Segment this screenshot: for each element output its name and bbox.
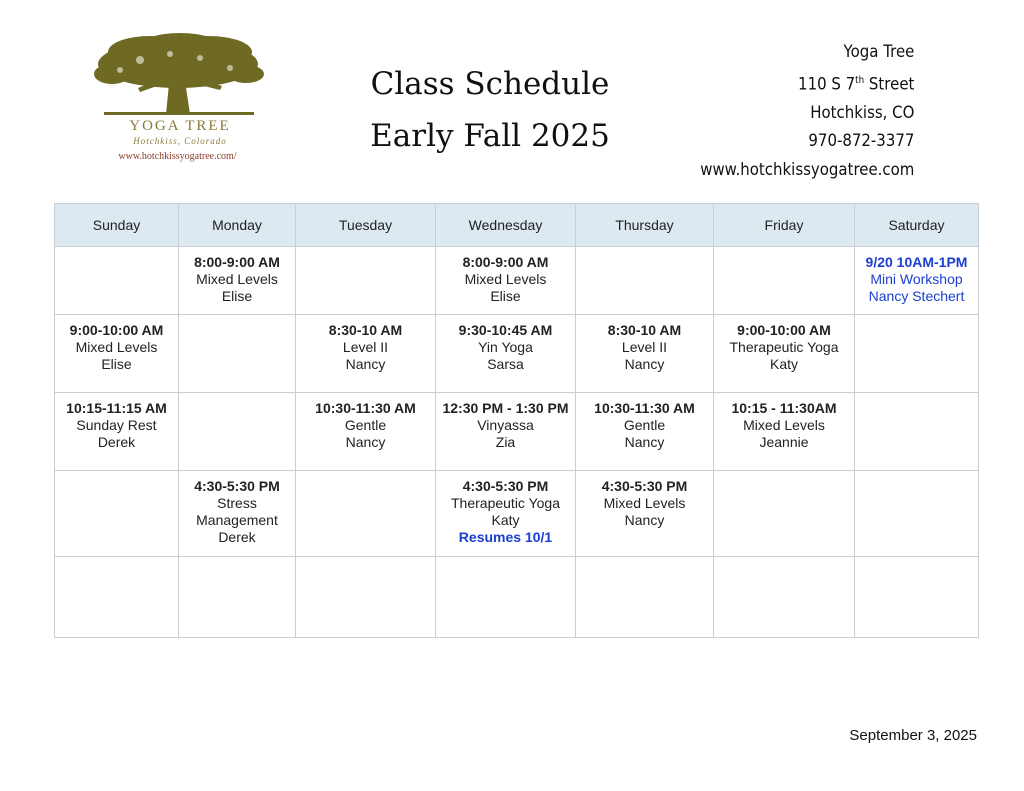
schedule-cell	[714, 471, 855, 557]
day-header-saturday: Saturday	[855, 204, 979, 247]
schedule-cell	[55, 393, 179, 471]
class-note: Resumes 10/1	[458, 529, 553, 545]
schedule-cell	[436, 393, 576, 471]
class-name: Level II	[342, 339, 389, 355]
class-teacher: Derek	[97, 434, 136, 450]
street-address: 110 S 7th Street	[797, 74, 914, 95]
class-name: Mini Workshop	[870, 271, 963, 287]
class-teacher: Nancy	[624, 512, 665, 528]
schedule-cell	[179, 315, 296, 393]
class-teacher: Jeannie	[759, 434, 809, 450]
schedule-cell	[855, 315, 979, 393]
yoga-tree-logo	[90, 30, 270, 170]
schedule-row	[55, 557, 979, 638]
schedule-cell	[55, 557, 179, 638]
schedule-cell	[714, 557, 855, 638]
schedule-row	[55, 393, 979, 471]
schedule-cell	[855, 557, 979, 638]
footer-date: September 3, 2025	[849, 727, 977, 744]
tree-icon	[90, 30, 270, 120]
class-name: Gentle	[623, 417, 666, 433]
class-name: Vinyassa	[477, 417, 534, 433]
phone: 970-872-3377	[808, 131, 914, 152]
schedule-cell	[714, 247, 855, 315]
schedule-cell	[296, 557, 436, 638]
class-time: 10:15-11:15 AM	[66, 400, 167, 416]
class-time: 8:00-9:00 AM	[194, 254, 280, 270]
day-header-friday: Friday	[714, 204, 855, 247]
class-time: 9/20 10AM-1PM	[865, 254, 968, 270]
schedule-cell	[436, 315, 576, 393]
class-name: Therapeutic Yoga	[451, 495, 560, 511]
day-header-monday: Monday	[179, 204, 296, 247]
class-time: 8:00-9:00 AM	[462, 254, 549, 270]
website: www.hotchkissyogatree.com	[699, 159, 914, 180]
class-name: Mixed Levels	[464, 271, 547, 287]
title-line-2: Early Fall 2025	[370, 118, 610, 154]
title-line-1: Class Schedule	[370, 66, 610, 102]
logo-url: www.hotchkissyogatree.com/	[118, 151, 237, 162]
class-teacher: Nancy	[345, 356, 386, 372]
schedule-cell	[296, 393, 436, 471]
schedule-cell	[714, 393, 855, 471]
day-header-tuesday: Tuesday	[296, 204, 436, 247]
class-time: 10:15 - 11:30AM	[731, 400, 837, 416]
class-time: 10:30-11:30 AM	[594, 400, 695, 416]
class-teacher: Nancy	[345, 434, 386, 450]
class-teacher: Nancy	[624, 356, 665, 372]
schedule-table	[54, 203, 979, 638]
class-teacher: Zia	[495, 434, 516, 450]
class-time: 9:30-10:45 AM	[458, 322, 553, 338]
class-name: Yin Yoga	[478, 339, 533, 355]
day-header-sunday: Sunday	[55, 204, 179, 247]
logo-name: YOGA TREE	[129, 118, 231, 134]
schedule-cell	[296, 471, 436, 557]
class-name: Mixed Levels	[75, 339, 158, 355]
schedule-row	[55, 471, 979, 557]
class-name: Management	[196, 512, 278, 528]
schedule-cell	[179, 557, 296, 638]
schedule-cell	[179, 247, 296, 315]
day-header-wednesday: Wednesday	[436, 204, 576, 247]
class-teacher: Elise	[101, 356, 132, 372]
schedule-cell	[436, 471, 576, 557]
class-name: Mixed Levels	[743, 417, 825, 433]
schedule-cell	[436, 557, 576, 638]
schedule-cell	[576, 557, 714, 638]
class-name: Therapeutic Yoga	[729, 339, 839, 355]
class-teacher: Elise	[221, 288, 253, 304]
class-name: Mixed Levels	[603, 495, 686, 511]
schedule-cell	[55, 471, 179, 557]
schedule-cell	[436, 247, 576, 315]
class-time: 9:00-10:00 AM	[737, 322, 831, 338]
schedule-cell	[296, 315, 436, 393]
class-time: 8:30-10 AM	[328, 322, 403, 338]
class-time: 4:30-5:30 PM	[194, 478, 280, 494]
class-name: Stress	[217, 495, 257, 511]
class-teacher: Nancy Stechert	[868, 288, 965, 304]
studio-name: Yoga Tree	[843, 42, 914, 62]
studio-address	[700, 38, 914, 184]
class-teacher: Elise	[490, 288, 521, 304]
schedule-cell	[576, 471, 714, 557]
class-teacher: Katy	[491, 512, 520, 528]
schedule-cell	[179, 471, 296, 557]
logo-location: Hotchkiss, Colorado	[133, 136, 227, 146]
class-teacher: Nancy	[624, 434, 665, 450]
day-header-row	[55, 204, 979, 247]
class-name: Level II	[621, 339, 668, 355]
schedule-cell	[179, 393, 296, 471]
schedule-cell	[55, 247, 179, 315]
class-teacher: Sarsa	[487, 356, 524, 372]
schedule-cell	[296, 247, 436, 315]
day-header-thursday: Thursday	[576, 204, 714, 247]
schedule-cell	[55, 315, 179, 393]
schedule-cell	[714, 315, 855, 393]
class-time: 9:00-10:00 AM	[69, 322, 164, 338]
schedule-cell	[855, 247, 979, 315]
class-time: 8:30-10 AM	[607, 322, 682, 338]
class-name: Mixed Levels	[196, 271, 278, 287]
class-time: 10:30-11:30 AM	[315, 400, 416, 416]
schedule-cell	[855, 393, 979, 471]
class-teacher: Katy	[769, 356, 798, 372]
class-time: 4:30-5:30 PM	[462, 478, 549, 494]
schedule-row	[55, 247, 979, 315]
class-name: Gentle	[344, 417, 387, 433]
schedule-row	[55, 315, 979, 393]
schedule-cell	[576, 315, 714, 393]
schedule-cell	[576, 393, 714, 471]
class-time: 4:30-5:30 PM	[601, 478, 688, 494]
class-teacher: Derek	[218, 529, 256, 545]
page-title	[340, 58, 640, 162]
city: Hotchkiss, CO	[809, 102, 914, 123]
schedule-cell	[855, 471, 979, 557]
class-time: 12:30 PM - 1:30 PM	[442, 400, 569, 416]
class-name: Sunday Rest	[76, 417, 157, 433]
schedule-cell	[576, 247, 714, 315]
